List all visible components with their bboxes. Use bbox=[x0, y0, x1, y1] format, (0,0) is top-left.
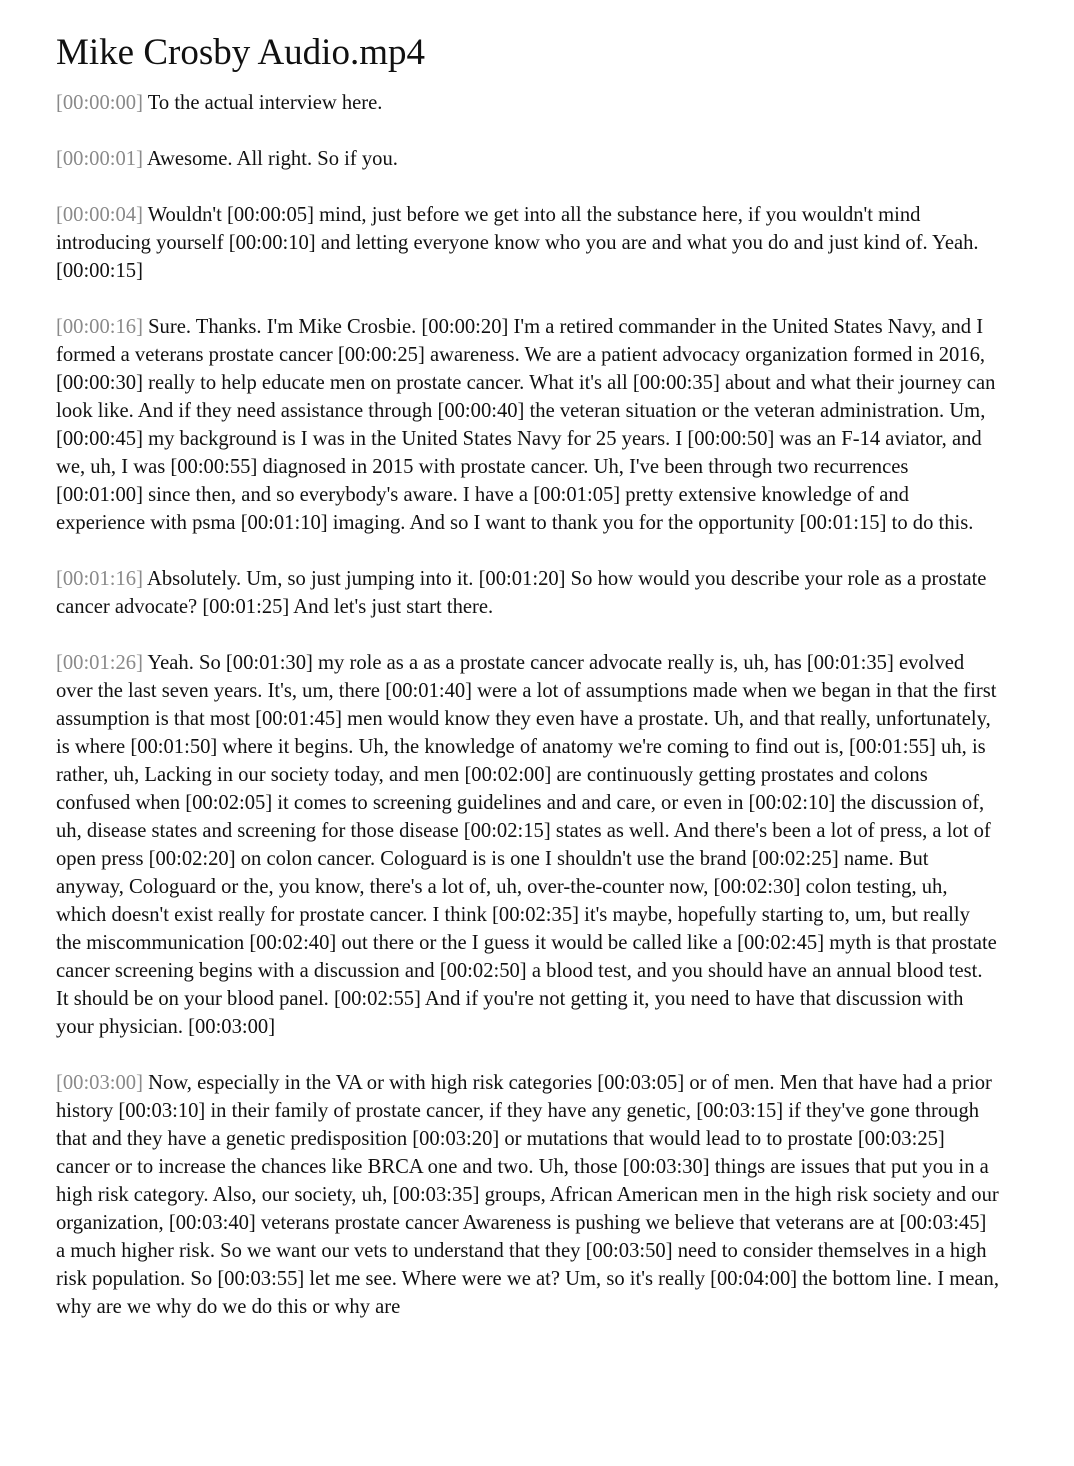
transcript-paragraph bbox=[56, 145, 1000, 173]
transcript-paragraph bbox=[56, 565, 1000, 621]
paragraph-text: Now, especially in the VA or with high risk categories [00:03:05] or of men. Men that have had a prior history [00:03:10] in their family of prostate cancer, if they have any genetic, [00:03:15] if they've gone through that and they have a genetic predisposition [00:03:20] or mutations that would lead to to prostate [00:03:25] cancer or to increase the chances like BRCA one and two. Uh, those [00:03:30] things are issues that put you in a high risk category. Also, our society, uh, [00:03:35] groups, African American men in the high risk society and our organization, [00:03:40] veterans prostate cancer Awareness is pushing we believe that veterans are at [00:03:45] a much higher risk. So we want our vets to understand that they [00:03:50] need to consider themselves in a high risk population. So [00:03:55] let me see. Where were we at? Um, so it's really [00:04:00] the bottom line. I mean, why are we why do we do this or why are bbox=[56, 1072, 999, 1318]
transcript-document bbox=[56, 28, 1000, 1349]
paragraph-text: Awesome. All right. So if you. bbox=[142, 148, 398, 170]
timestamp: [00:00:16] bbox=[56, 316, 143, 338]
transcript-paragraph bbox=[56, 89, 1000, 117]
paragraph-text: Absolutely. Um, so just jumping into it. [00:01:20] So how would you describe your role as a prostate cancer advocate? [00:01:25] And let's just start there. bbox=[56, 568, 987, 618]
transcript-paragraph bbox=[56, 649, 1000, 1041]
paragraph-text: Yeah. So [00:01:30] my role as a as a prostate cancer advocate really is, uh, has [00:01:35] evolved over the last seven years. It's, um, there [00:01:40] were a lot of assumptions made when we began in that the first assumption is that most [00:01:45] men would know they even have a prostate. Uh, and that really, unfortunately, is where [00:01:50] where it begins. Uh, the knowledge of anatomy we're coming to find out is, [00:01:55] uh, is rather, uh, Lacking in our society today, and men [00:02:00] are continuously getting prostates and colons confused when [00:02:05] it comes to screening guidelines and and care, or even in [00:02:10] the discussion of, uh, disease states and screening for those disease [00:02:15] states as well. And there's been a lot of press, a lot of open press [00:02:20] on colon cancer. Cologuard is is one I shouldn't use the brand [00:02:25] name. But anyway, Cologuard or the, you know, there's a lot of, uh, over-the-counter now, [00:02:30] colon testing, uh, which doesn't exist really for prostate cancer. I think [00:02:35] it's maybe, hopefully starting to, um, but really the miscommunication [00:02:40] out there or the I guess it would be called like a [00:02:45] myth is that prostate cancer screening begins with a discussion and [00:02:50] a blood test, and you should have an annual blood test. It should be on your blood panel. [00:02:55] And if you're not getting it, you need to have that discussion with your physician. [00:03:00] bbox=[56, 652, 997, 1038]
timestamp: [00:01:26] bbox=[56, 652, 143, 674]
timestamp: [00:00:04] bbox=[56, 204, 143, 226]
timestamp: [00:01:16] bbox=[56, 568, 143, 590]
timestamp: [00:00:01] bbox=[56, 148, 143, 170]
paragraph-text: To the actual interview here. bbox=[142, 92, 383, 114]
timestamp: [00:00:00] bbox=[56, 92, 143, 114]
transcript-paragraph bbox=[56, 201, 1000, 285]
document-title: Mike Crosby Audio.mp4 bbox=[56, 32, 425, 73]
transcript-paragraph bbox=[56, 1069, 1000, 1321]
timestamp: [00:03:00] bbox=[56, 1072, 143, 1094]
transcript-paragraph bbox=[56, 313, 1000, 537]
paragraph-text: Wouldn't [00:00:05] mind, just before we get into all the substance here, if you wouldn't mind introducing yourself [00:00:10] and letting everyone know who you are and what you do and just kind of. Yeah. [00:00:15] bbox=[56, 204, 979, 282]
paragraph-text: Sure. Thanks. I'm Mike Crosbie. [00:00:20] I'm a retired commander in the United States Navy, and I formed a veterans prostate cancer [00:00:25] awareness. We are a patient advocacy organization formed in 2016, [00:00:30] really to help educate men on prostate cancer. What it's all [00:00:35] about and what their journey can look like. And if they need assistance through [00:00:40] the veteran situation or the veteran administration. Um, [00:00:45] my background is I was in the United States Navy for 25 years. I [00:00:50] was an F-14 aviator, and we, uh, I was [00:00:55] diagnosed in 2015 with prostate cancer. Uh, I've been through two recurrences [00:01:00] since then, and so everybody's aware. I have a [00:01:05] pretty extensive knowledge of and experience with psma [00:01:10] imaging. And so I want to thank you for the opportunity [00:01:15] to do this. bbox=[56, 316, 996, 534]
